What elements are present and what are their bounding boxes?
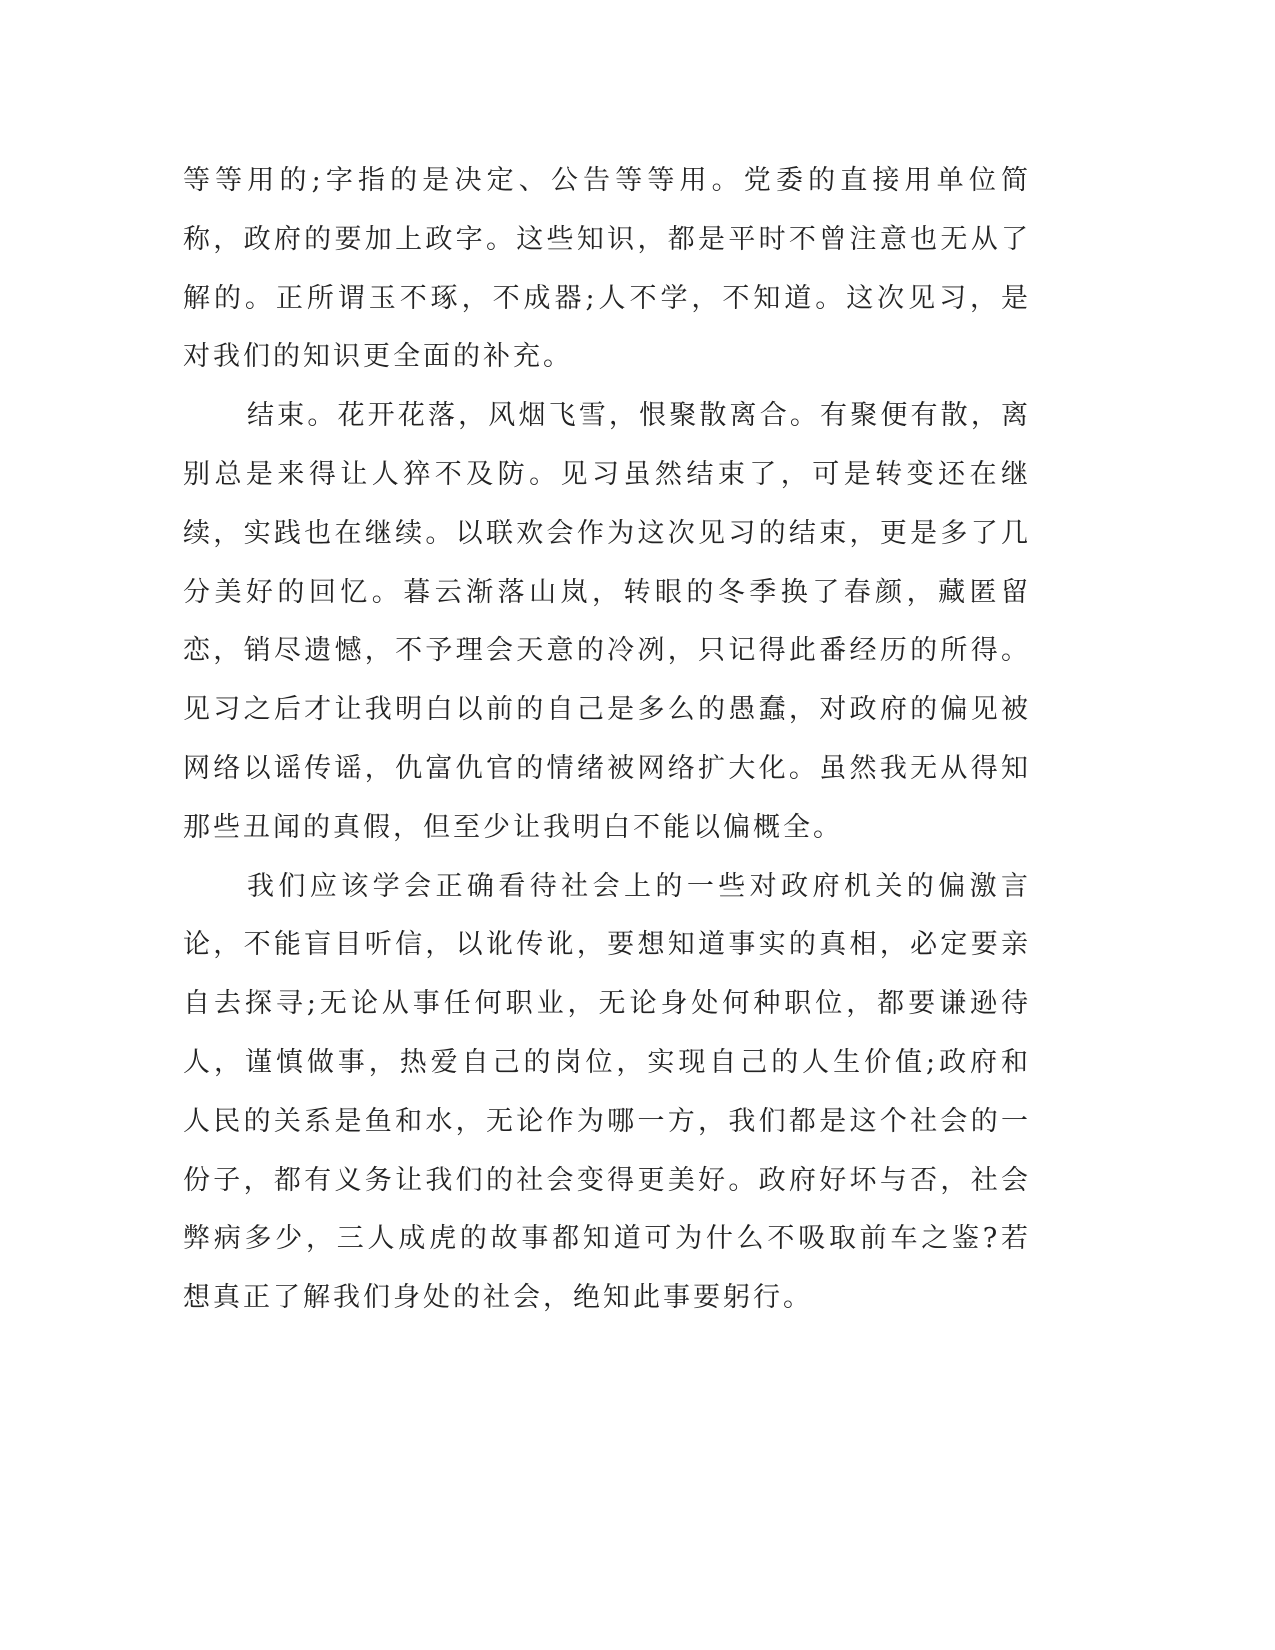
paragraph-1: 等等用的;字指的是决定、公告等等用。党委的直接用单位简称，政府的要加上政字。这些知识，都是平时不曾注意也无从了解的。正所谓玉不琢，不成器;人不学，不知道。这次见习，是对我们的知识更全面的补充。 [183,165,1031,373]
paragraph-2: 结束。花开花落，风烟飞雪，恨聚散离合。有聚便有散，离别总是来得让人猝不及防。见习虽然结束了，可是转变还在继续，实践也在继续。以联欢会作为这次见习的结束，更是多了几分美好的回忆。暮云渐落山岚，转眼的冬季换了春颜，藏匿留恋，销尽遗憾，不予理会天意的冷冽，只记得此番经历的所得。见习之后才让我明白以前的自己是多么的愚蠢，对政府的偏见被网络以谣传谣，仇富仇官的情绪被网络扩大化。虽然我无从得知那些丑闻的真假，但至少让我明白不能以偏概全。 [183,400,1031,843]
paragraph-3: 我们应该学会正确看待社会上的一些对政府机关的偏激言论，不能盲目听信，以讹传讹，要想知道事实的真相，必定要亲自去探寻;无论从事任何职业，无论身处何种职位，都要谦逊待人，谨慎做事，热爱自己的岗位，实现自己的人生价值;政府和人民的关系是鱼和水，无论作为哪一方，我们都是这个社会的一份子，都有义务让我们的社会变得更美好。政府好坏与否，社会弊病多少，三人成虎的故事都知道可为什么不吸取前车之鉴?若想真正了解我们身处的社会，绝知此事要躬行。 [183,870,1031,1314]
document-body [183,152,1031,1328]
